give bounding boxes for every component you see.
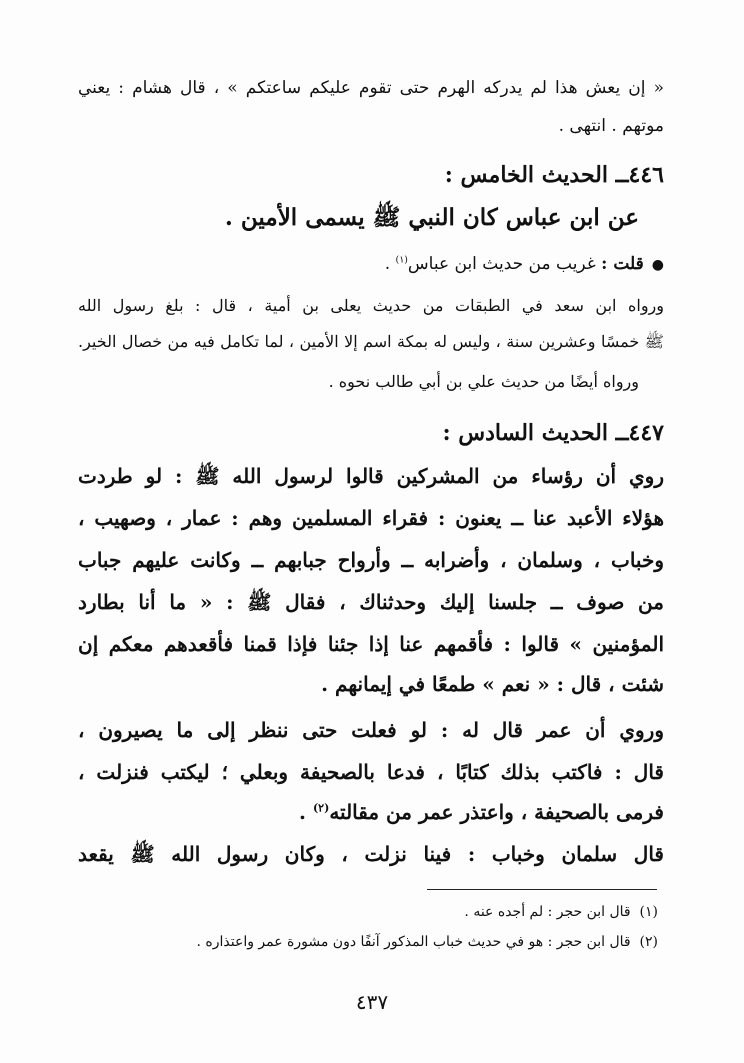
hadith-447-line-2: هؤلاء الأعبد عنا ــ يعنون : فقراء المسلمين وهم : عمار ، وصهيب ،: [78, 506, 664, 530]
hadith-447-line-6: شئت ، قال : « نعم » طمعًا في إيمانهم .: [321, 672, 664, 696]
hadith-447-p2-end: .: [299, 800, 313, 824]
hadith-447-line-5: المؤمنين » قالوا : فأقمهم عنا إذا جئنا فإذا قمنا فأقعدهم معكم إن: [78, 632, 664, 656]
page-number: ٤٣٧: [355, 990, 389, 1014]
note-446-end: .: [384, 254, 396, 274]
top-line-1: « إن يعش هذا لم يدركه الهرم حتى تقوم عليكم ساعتكم » ، قال هشام : يعني: [78, 78, 664, 98]
hadith-447-p2-last: فرمى بالصحيفة ، واعتذر عمر من مقالته: [329, 800, 664, 824]
hadith-446-heading: ٤٤٦ــ الحديث الخامس :: [444, 162, 664, 188]
hadith-447-heading: ٤٤٧ــ الحديث السادس :: [442, 420, 664, 446]
hadith-447-line-4: من صوف ــ جلسنا إليك وحدثناك ، فقال ﷺ : « ما أنا بطارد: [78, 590, 664, 614]
footnote-1: [72, 904, 658, 921]
hadith-447-line-1: روي أن رؤساء من المشركين قالوا لرسول الله ﷺ : لو طردت: [78, 464, 664, 488]
footnote-2: [72, 934, 658, 951]
top-line-2: موتهم . انتهى .: [558, 116, 664, 136]
hadith-447-p2-line-2: قال : فاكتب بذلك كتابًا ، فدعا بالصحيفة وبعلي ؛ ليكتب فنزلت ،: [78, 760, 664, 784]
footnote-divider: [427, 889, 657, 890]
footnote-2-text: قال ابن حجر : هو في حديث خباب المذكور آنفًا دون مشورة عمر واعتذاره .: [196, 934, 631, 950]
note-446-p1-line2: ﷺ خمسًا وعشرين سنة ، وليس له بمكة اسم إلا الأمين ، لما تكامل فيه من خصال الخير.: [78, 332, 664, 351]
qultu-label: قلت :: [601, 254, 644, 274]
footnote-ref-1: (١): [395, 254, 408, 266]
hadith-447-p2-line-3: [78, 800, 664, 824]
note-446-p1-line1: ورواه ابن سعد في الطبقات من حديث يعلى بن أمية ، قال : بلغ رسول الله: [78, 296, 664, 315]
note-446-p2: ورواه أيضًا من حديث علي بن أبي طالب نحوه .: [328, 372, 639, 391]
note-446-line: [78, 254, 664, 274]
hadith-446-text: عن ابن عباس كان النبي ﷺ يسمى الأمين .: [224, 204, 639, 231]
footnote-1-num: (١): [639, 904, 658, 920]
hadith-447-p3: قال سلمان وخباب : فينا نزلت ، وكان رسول الله ﷺ يقعد: [78, 842, 664, 866]
footnote-1-text: قال ابن حجر : لم أجده عنه .: [464, 904, 631, 920]
note-446-text: غريب من حديث ابن عباس: [407, 254, 596, 274]
footnote-ref-2: (٢): [312, 801, 330, 815]
hadith-447-p2-line-1: وروي أن عمر قال له : لو فعلت حتى ننظر إلى ما يصيرون ،: [78, 718, 664, 742]
bullet-icon: ●: [651, 257, 664, 273]
hadith-447-line-3: وخباب ، وسلمان ، وأضرابه ــ وأرواح جبابهم ــ وكانت عليهم جباب: [78, 548, 664, 572]
footnote-2-num: (٢): [639, 934, 658, 950]
